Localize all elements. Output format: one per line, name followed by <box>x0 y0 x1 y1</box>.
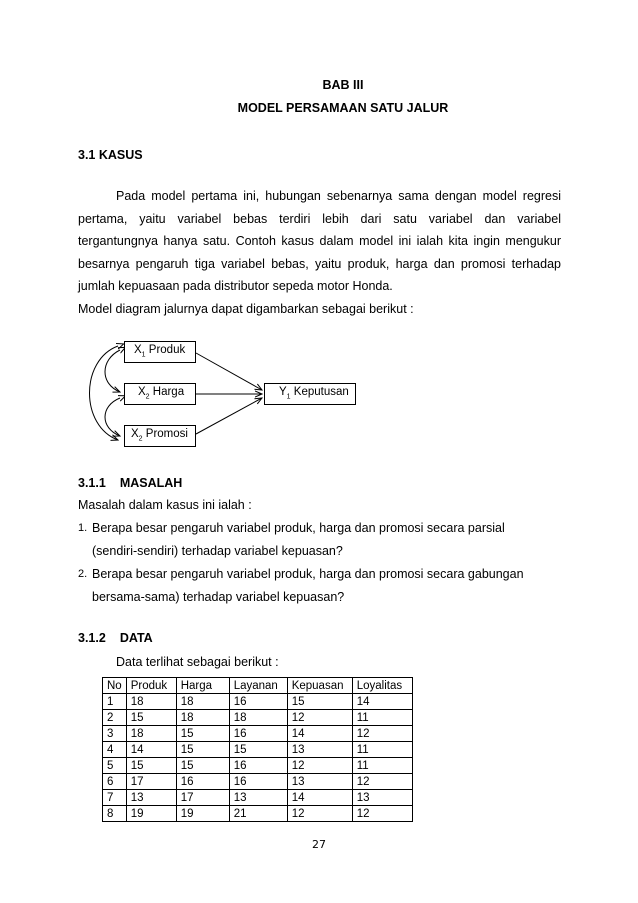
table-cell: 12 <box>352 726 412 742</box>
table-row <box>103 790 413 806</box>
table-cell: 12 <box>352 806 412 822</box>
box-x3-promosi: $X_2$ Promosi <box>124 425 196 447</box>
paragraph-line: jumlah kepuasaan pada distributor sepeda motor Honda. <box>78 279 393 293</box>
table-cell: 4 <box>103 742 127 758</box>
column-header: No <box>103 678 127 694</box>
list-number: 2. <box>78 568 88 580</box>
table-cell: 18 <box>126 694 176 710</box>
table-cell: 17 <box>126 774 176 790</box>
table-cell: 2 <box>103 710 127 726</box>
masalah-intro: Masalah dalam kasus ini ialah : <box>78 498 252 512</box>
table-row <box>103 710 413 726</box>
table-cell: 15 <box>126 758 176 774</box>
column-header: Layanan <box>229 678 287 694</box>
table-cell: 16 <box>176 774 229 790</box>
list-item-line: (sendiri-sendiri) terhadap variabel kepuasan? <box>92 544 343 558</box>
table-cell: 19 <box>176 806 229 822</box>
paragraph-line: Pada model pertama ini, hubungan sebenarnya sama dengan model regresi <box>116 189 561 203</box>
table-cell: 15 <box>126 710 176 726</box>
data-table <box>102 677 413 822</box>
paragraph-line: Model diagram jalurnya dapat digambarkan sebagai berikut : <box>78 301 414 316</box>
table-cell: 12 <box>352 774 412 790</box>
table-row <box>103 742 413 758</box>
table-row <box>103 774 413 790</box>
table-cell: 14 <box>352 694 412 710</box>
table-cell: 5 <box>103 758 127 774</box>
table-cell: 3 <box>103 726 127 742</box>
table-cell: 21 <box>229 806 287 822</box>
table-cell: 19 <box>126 806 176 822</box>
curve-x1-x2 <box>105 350 120 392</box>
table-cell: 14 <box>287 726 352 742</box>
paragraph-line: tergantungnya hanya satu. Contoh kasus dalam model ini ialah kita ingin mengukur <box>78 234 561 248</box>
table-cell: 13 <box>352 790 412 806</box>
table-cell: 11 <box>352 758 412 774</box>
table-row <box>103 758 413 774</box>
table-cell: 15 <box>287 694 352 710</box>
paragraph-line: pertama, yaitu variabel bebas terdiri lebih dari satu variabel dan variabel <box>78 211 561 226</box>
section-heading-masalah: 3.1.1 MASALAH <box>78 476 183 490</box>
table-cell: 14 <box>126 742 176 758</box>
table-cell: 13 <box>287 742 352 758</box>
paragraph-line: besarnya pengaruh tiga variabel bebas, yaitu produk, harga dan promosi terhadap <box>78 256 561 271</box>
page-number: 27 <box>312 838 326 851</box>
column-header: Loyalitas <box>352 678 412 694</box>
table-cell: 16 <box>229 726 287 742</box>
chapter-label: BAB III <box>322 78 364 92</box>
column-header: Kepuasan <box>287 678 352 694</box>
table-cell: 17 <box>176 790 229 806</box>
arrow-x1-y1 <box>196 353 262 390</box>
table-cell: 14 <box>287 790 352 806</box>
table-row <box>103 806 413 822</box>
table-cell: 8 <box>103 806 127 822</box>
box-x1-produk: $X_1$ Produk <box>124 341 196 363</box>
table-cell: 15 <box>229 742 287 758</box>
arrow-x3-y1 <box>196 398 262 434</box>
table-cell: 18 <box>176 694 229 710</box>
table-cell: 16 <box>229 758 287 774</box>
table-cell: 18 <box>229 710 287 726</box>
table-row <box>103 726 413 742</box>
table-cell: 15 <box>176 726 229 742</box>
table-cell: 12 <box>287 806 352 822</box>
table-cell: 11 <box>352 710 412 726</box>
table-cell: 13 <box>287 774 352 790</box>
list-item-line: Berapa besar pengaruh variabel produk, harga dan promosi secara gabungan <box>92 567 524 581</box>
table-cell: 16 <box>229 694 287 710</box>
list-item-line: bersama-sama) terhadap variabel kepuasan? <box>92 590 345 604</box>
table-cell: 7 <box>103 790 127 806</box>
table-cell: 12 <box>287 710 352 726</box>
list-item-line: Berapa besar pengaruh variabel produk, harga dan promosi secara parsial <box>92 521 505 535</box>
table-cell: 13 <box>126 790 176 806</box>
table-cell: 18 <box>176 710 229 726</box>
data-intro: Data terlihat sebagai berikut : <box>116 655 279 669</box>
column-header: Harga <box>176 678 229 694</box>
table-cell: 6 <box>103 774 127 790</box>
table-cell: 13 <box>229 790 287 806</box>
curve-x1-x3 <box>90 346 119 440</box>
box-y1-keputusan: $Y_1$ Keputusan <box>264 383 356 405</box>
curve-x2-x3 <box>105 398 120 436</box>
table-cell: 12 <box>287 758 352 774</box>
list-number: 1. <box>78 522 88 534</box>
section-heading-kasus: 3.1 KASUS <box>78 148 143 162</box>
chapter-title: MODEL PERSAMAAN SATU JALUR <box>237 101 449 115</box>
table-cell: 1 <box>103 694 127 710</box>
table-cell: 15 <box>176 758 229 774</box>
column-header: Produk <box>126 678 176 694</box>
table-cell: 16 <box>229 774 287 790</box>
box-x2-harga: $X_2$ Harga <box>124 383 196 405</box>
section-heading-data: 3.1.2 DATA <box>78 631 153 645</box>
table-cell: 15 <box>176 742 229 758</box>
table-cell: 11 <box>352 742 412 758</box>
table-row <box>103 694 413 710</box>
table-cell: 18 <box>126 726 176 742</box>
table-header-row <box>103 678 413 694</box>
